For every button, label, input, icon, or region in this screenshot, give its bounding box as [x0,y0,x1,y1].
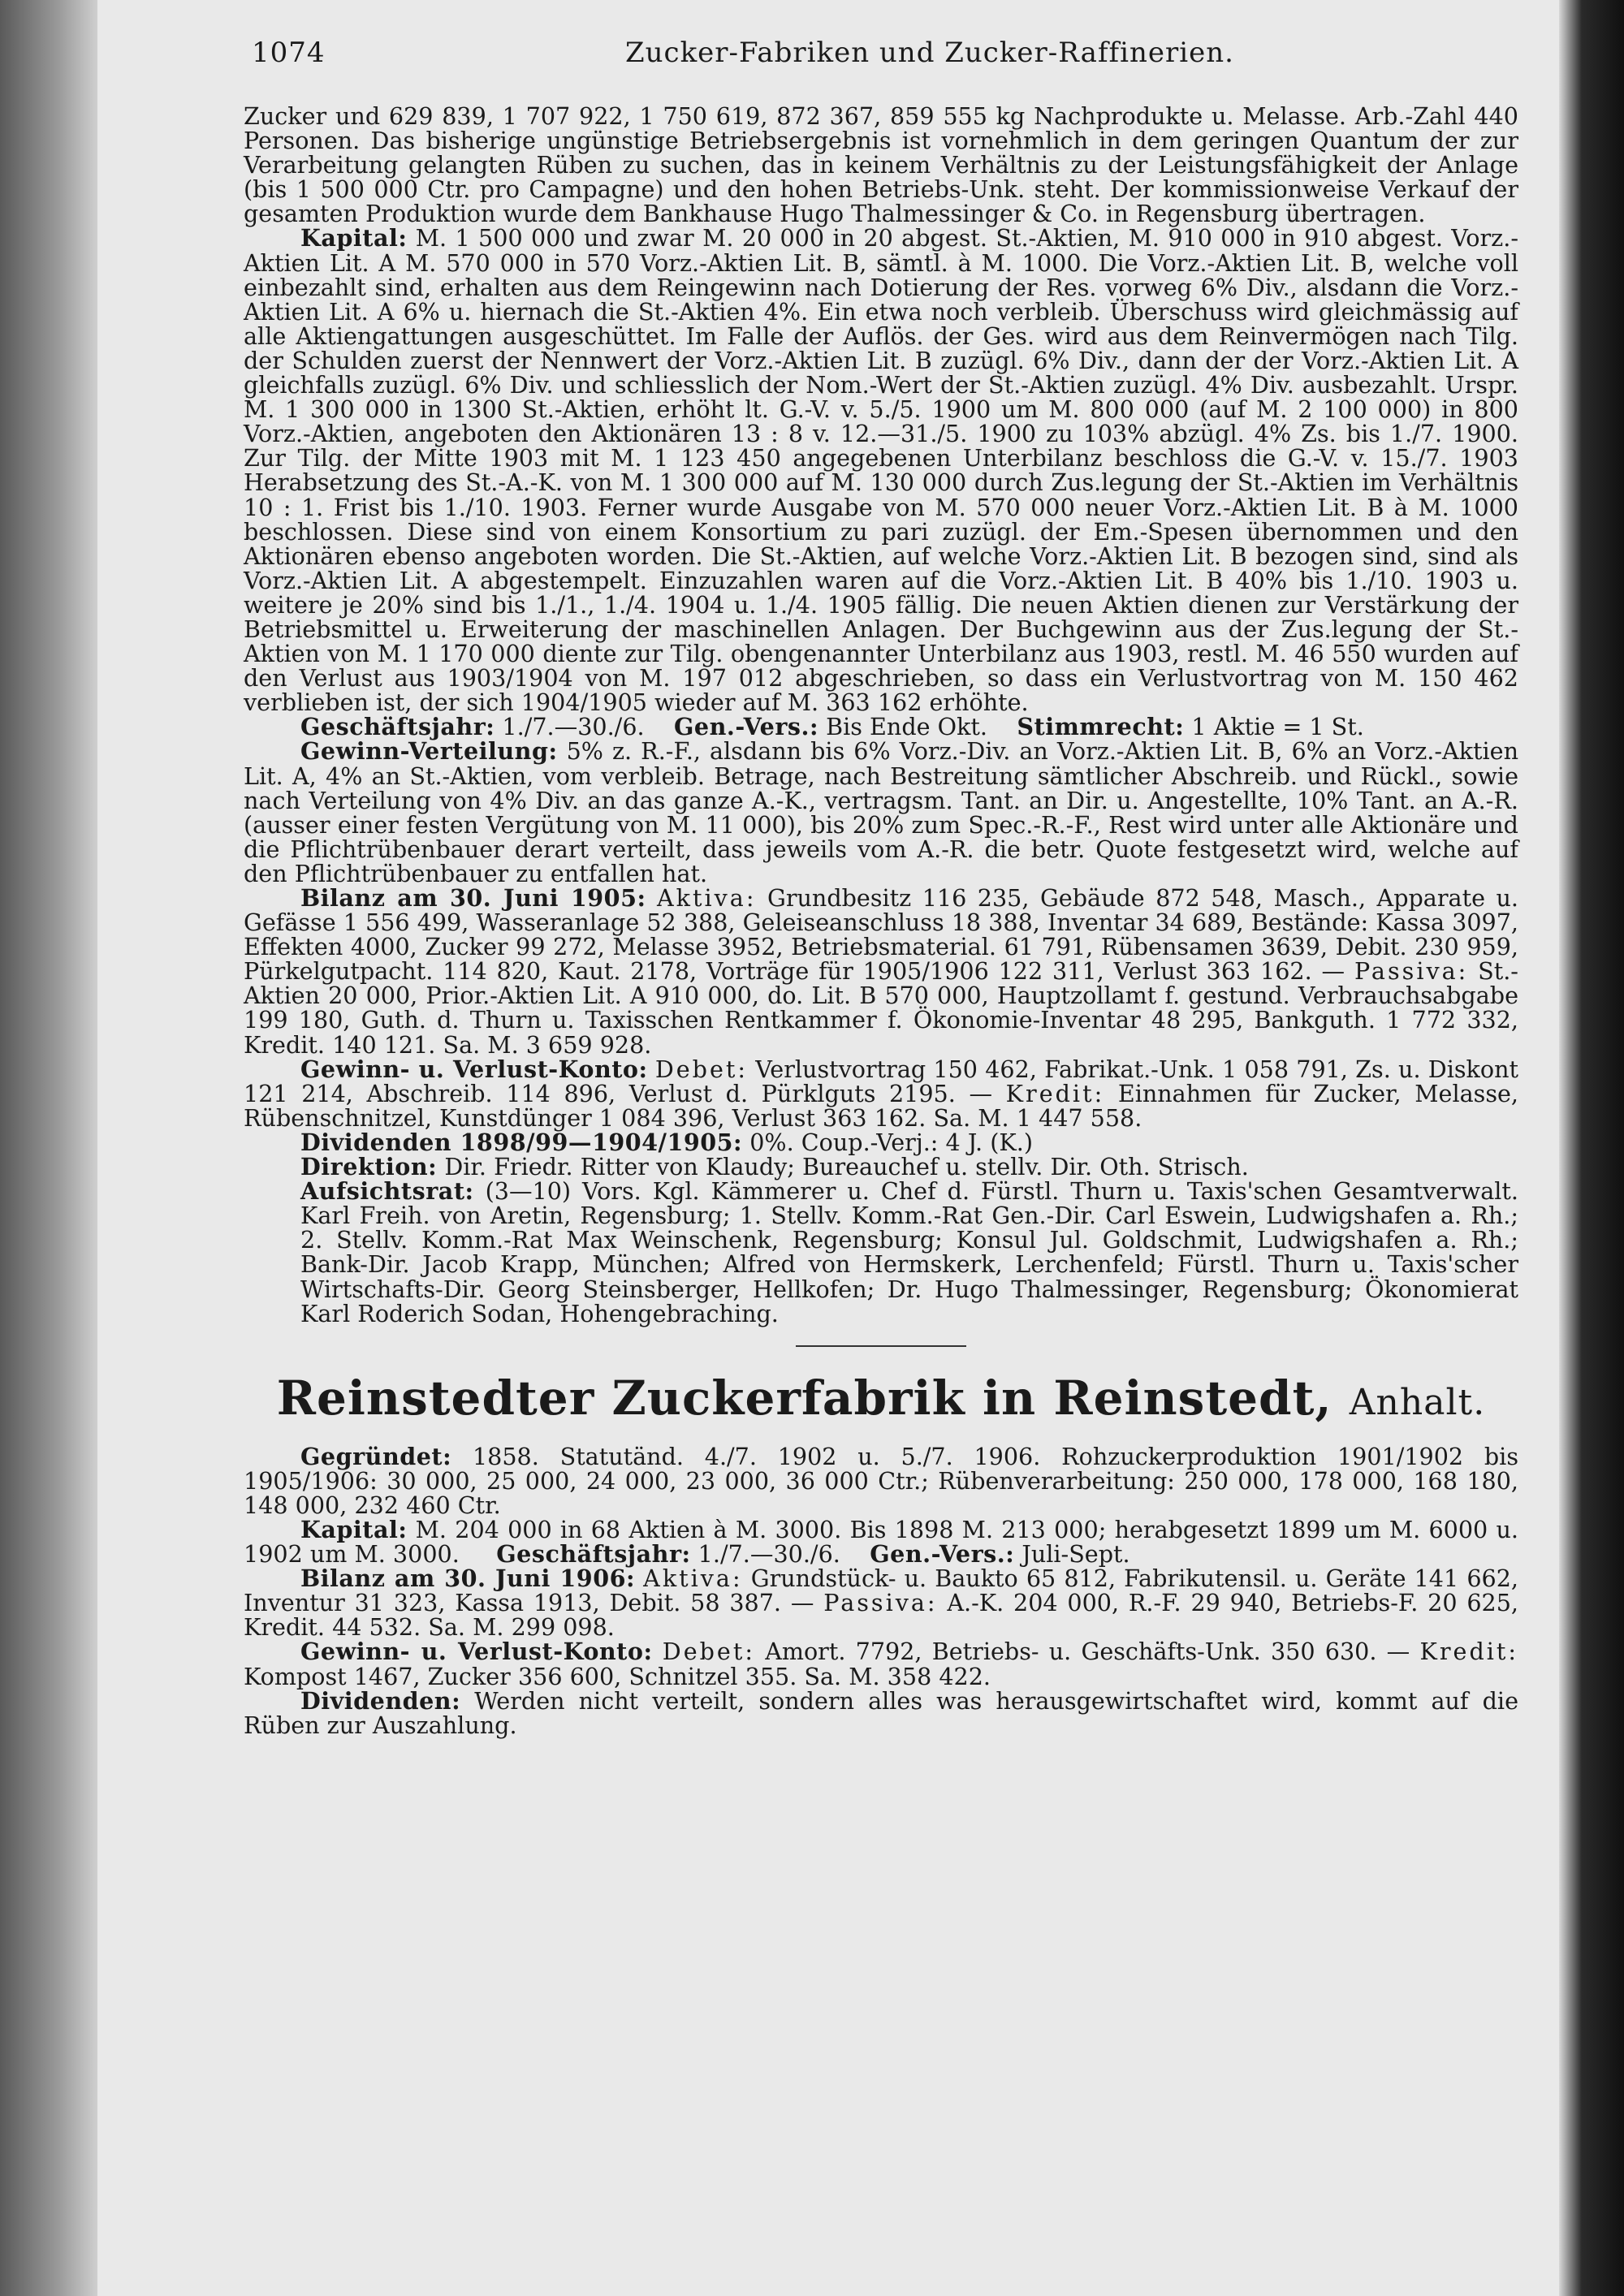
kapital2-paragraph [244,1515,1518,1569]
company-location: Anhalt. [1349,1381,1486,1423]
bilanz-label: Bilanz am 30. Juni 1905: [300,884,646,912]
direktion-label: Direktion: [300,1153,438,1181]
gewinn-verlust-paragraph [244,1057,1518,1130]
debet2-text: Amort. 7792, Betriebs- u. Geschäfts-Unk. 350 630. — [765,1638,1410,1666]
debet-label: Debet: [654,1055,749,1083]
kredit-text: Einnahmen für Zucker, Melasse, Rübenschnitzel, Kunstdünger 1 084 396, Verlust 363 162. Sa. M. 1 447 558. [244,1079,1519,1132]
passiva-label: Passiva: [1354,957,1469,986]
kapital2-label: Kapital: [300,1515,408,1543]
kredit2-label: Kredit: [1419,1638,1519,1666]
aufsichtsrat-text: (3—10) Vors. Kgl. Kämmerer u. Chef d. Fürstl. Thurn u. Taxis'schen Gesamtverwalt. Karl Freih. von Aretin, Regensburg; 1. Stellv. Komm.-Rat Gen.-Dir. Carl Eswein, Ludwigshafen a. Rh.; 2. Stellv. Komm.-Rat Max Weinschenk, Regensburg; Konsul Jul. Goldschmit, Ludwigshafen a. Rh.; Bank-Dir. Jacob Krapp, München; Alfred von Hermskerk, Lerchenfeld; Fürstl. Thurn u. Taxis'scher Wirtschafts-Dir. Georg Steinsberger, Hellkofen; Dr. Hugo Thalmessinger, Regensburg; Ökonomierat Karl Roderich Sodan, Hohengebraching. [300,1177,1518,1327]
bilanz2-label: Bilanz am 30. Juni 1906: [300,1564,636,1593]
gen-vers-text: Bis Ende Okt. [826,713,988,741]
bilanz2-paragraph [244,1564,1519,1642]
dividenden2-text: Werden nicht verteilt, sondern alles was herausgewirtschaftet wird, kommt auf die Rüben zur Auszahlung. [244,1686,1518,1739]
dividenden-text: 0%. Coup.-Verj.: 4 J. (K.) [749,1128,1033,1156]
gewinn-verlust2-paragraph [244,1639,1518,1688]
gewinn-verteilung-paragraph [244,739,1518,886]
debet2-label: Debet: [662,1638,755,1666]
company-name: Reinstedter Zuckerfabrik in Reinstedt, [276,1370,1332,1426]
intro-paragraph: Zucker und 629 839, 1 707 922, 1 750 619, 872 367, 859 555 kg Nachprodukte u. Melasse. Arb.-Zahl 440 Personen. Das bisherige ungünstige Betriebsergebnis ist vornehmlich in dem geringen Quantum der zur Verarbeitung gelangten Rüben zu suchen, das in keinem Verhältnis zu der Leistungsfähigkeit der Anlage (bis 1 500 000 Ctr. pro Campagne) und den hohen Betriebs-Unk. steht. Der kommissionweise Verkauf der gesamten Produktion wurde dem Bankhause Hugo Thalmessinger & Co. in Regensburg übertragen. [244,102,1518,228]
kapital-label: Kapital: [300,224,408,252]
dividenden2-label: Dividenden: [300,1686,461,1715]
gegruendet-paragraph [244,1444,1518,1517]
dividenden-line [244,1130,1518,1154]
gewinn-verlust2-label: Gewinn- u. Verlust-Konto: [300,1638,653,1666]
aufsichtsrat-label: Aufsichtsrat: [300,1177,474,1206]
gewinn-verteilung-label: Gewinn-Verteilung: [300,737,558,766]
stimmrecht-text: 1 Aktie = 1 St. [1191,713,1364,741]
page-number: 1074 [252,37,326,69]
page-edge-shadow [1559,0,1624,2296]
kapital-text: M. 1 500 000 und zwar M. 20 000 in 20 abgest. St.-Aktien, M. 910 000 in 910 abgest. Vorz.-Aktien Lit. A M. 570 000 in 570 Vorz.-Aktien Lit. B, sämtl. à M. 1000. Die Vorz.-Aktien Lit. B, welche voll einbezahlt sind, erhalten aus dem Reingewinn nach Dotierung der Res. vorweg 6% Div., alsdann die Vorz.-Aktien Lit. A 6% u. hiernach die St.-Aktien 4%. Ein etwa noch verbleib. Überschuss wird gleichmässig auf alle Aktiengattungen ausgeschüttet. Im Falle der Auflös. der Ges. wird aus dem Reinvermögen nach Tilg. der Schulden zuerst der Nennwert der Vorz.-Aktien Lit. B zuzügl. 6% Div., dann der der Vorz.-Aktien Lit. A gleichfalls zuzügl. 6% Div. und schliesslich der Nom.-Wert der St.-Aktien zuzügl. 4% Div. ausbezahlt. Urspr. M. 1 300 000 in 1300 St.-Aktien, erhöht lt. G.-V. v. 5./5. 1900 um M. 800 000 (auf M. 2 100 000) in 800 Vorz.-Aktien, angeboten den Aktionären 13 : 8 v. 12.—31./5. 1900 zu 103% abzügl. 4% Zs. bis 1./7. 1900. Zur Tilg. der Mitte 1903 mit M. 1 123 450 angegebenen Unterbilanz beschloss die G.-V. v. 15./7. 1903 Herabsetzung des St.-A.-K. von M. 1 300 000 auf M. 130 000 durch Zus.legung der St.-Aktien im Verhältnis 10 : 1. Frist bis 1./10. 1903. Ferner wurde Ausgabe von M. 570 000 neuer Vorz.-Aktien Lit. B à M. 1000 beschlossen. Diese sind von einem Konsortium zu pari zuzügl. der Em.-Spesen übernommen und den Aktionären ebenso angeboten worden. Die St.-Aktien, auf welche Vorz.-Aktien Lit. B bezogen sind, sind als Vorz.-Aktien Lit. A abgestempelt. Einzuzahlen waren auf die Vorz.-Aktien Lit. B 40% bis 1./10. 1903 u. weitere je 20% sind bis 1./1., 1./4. 1904 u. 1./4. 1905 fällig. Die neuen Aktien dienen zur Verstärkung der Betriebsmittel u. Erweiterung der maschinellen Anlagen. Der Buchgewinn aus der Zus.legung der St.-Aktien von M. 1 170 000 diente zur Tilg. obengenannter Unterbilanz aus 1903, restl. M. 46 550 wurden auf den Verlust aus 1903/1904 von M. 197 012 abgeschrieben, so dass ein Verlustvortrag von M. 150 462 verblieben ist, der sich 1904/1905 wieder auf M. 363 162 erhöhte. [244,224,1518,717]
kapital-paragraph [244,224,1518,717]
geschaeftsjahr2-text: 1./7.—30./6. [698,1540,840,1569]
aktiva-text: Grundbesitz 116 235, Gebäude 872 548, Masch., Apparate u. Gefässe 1 556 499, Wasseranlage 52 388, Geleiseanschluss 18 388, Inventar 34 689, Bestände: Kassa 3097, Effekten 4000, Zucker 99 272, Melasse 3952, Betriebsmaterial. 61 791, Rübensamen 3639, Debit. 230 959, Pürkelgutpacht. 114 820, Kaut. 2178, Vorträge für 1905/1906 122 311, Verlust 363 162. — [244,884,1518,986]
stimmrecht-label: Stimmrecht: [1017,713,1185,741]
direktion-text: Dir. Friedr. Ritter von Klaudy; Bureauchef u. stellv. Dir. Oth. Strisch. [444,1153,1249,1181]
geschaeftsjahr-line [244,714,1518,739]
page-binding-shadow [0,0,97,2296]
debet-text: Verlustvortrag 150 462, Fabrikat.-Unk. 1 058 791, Zs. u. Diskont 121 214, Abschreib. 114 896, Verlust d. Pürklguts 2195. — [244,1055,1518,1107]
dividenden2-paragraph [244,1686,1518,1739]
gen-vers2-text: Juli-Sept. [1021,1540,1130,1569]
geschaeftsjahr2-label: Geschäftsjahr: [496,1540,691,1569]
section-divider [796,1345,966,1347]
geschaeftsjahr-label: Geschäftsjahr: [300,713,495,741]
gen-vers-label: Gen.-Vers.: [673,713,819,741]
gewinn-verlust-label: Gewinn- u. Verlust-Konto: [300,1055,648,1083]
bilanz-paragraph [244,886,1518,1057]
page-header [252,37,1518,77]
passiva2-text: A.-K. 204 000, R.-F. 29 940, Betriebs-F. 20 625, Kredit. 44 532. Sa. M. 299 098. [244,1589,1519,1642]
aufsichtsrat-paragraph [244,1179,1518,1326]
gegruendet-text: 1858. Statutänd. 4./7. 1902 u. 5./7. 1906. Rohzuckerproduktion 1901/1902 bis 1905/1906: 30 000, 25 000, 24 000, 23 000, 36 000 Ctr.; Rübenverarbeitung: 250 000, 178 000, 168 180, 148 000, 232 460 Ctr. [244,1442,1519,1519]
geschaeftsjahr-text: 1./7.—30./6. [502,713,645,741]
kapital2-text: M. 204 000 in 68 Aktien à M. 3000. Bis 1898 M. 213 000; herabgesetzt 1899 um M. 6000 u. 1902 um M. 3000. [244,1515,1518,1569]
direktion-line [244,1154,1518,1179]
section-title [244,1370,1518,1431]
aktiva2-text: Grundstück- u. Baukto 65 812, Fabrikutensil. u. Geräte 141 662, Inventur 31 323, Kassa 1913, Debit. 58 387. — [244,1564,1518,1617]
aktiva2-label: Aktiva: [643,1564,743,1593]
aktiva-label: Aktiva: [657,884,757,912]
kredit-label: Kredit: [1005,1079,1105,1107]
gegruendet-label: Gegründet: [300,1442,452,1470]
document-body [244,104,1518,1737]
passiva-text: St.-Aktien 20 000, Prior.-Aktien Lit. A 910 000, do. Lit. B 570 000, Hauptzollamt f. gestund. Verbrauchsabgabe 199 180, Guth. d. Thurn u. Taxisschen Rentkammer f. Ökonomie-Inventar 48 295, Bankguth. 1 772 332, Kredit. 140 121. Sa. M. 3 659 928. [244,957,1518,1059]
gewinn-verteilung-text: 5% z. R.-F., alsdann bis 6% Vorz.-Div. an Vorz.-Aktien Lit. B, 6% an Vorz.-Aktien Lit. A, 4% an St.-Aktien, vom verbleib. Betrage, nach Bestreitung sämtlicher Abschreib. und Rückl., sowie nach Verteilung von 4% Div. an das ganze A.-K., vertragsm. Tant. an Dir. u. Angestellte, 10% Tant. an A.-R. (ausser einer festen Vergütung von M. 11 000), bis 20% zum Spec.-R.-F., Rest wird unter alle Aktionäre und die Pflichtrübenbauer derart verteilt, dass jeweils vom A.-R. die betr. Quote festgesetzt wird, welche auf den Pflichtrübenbauer zu entfallen hat. [244,737,1519,887]
dividenden-label: Dividenden 1898/99—1904/1905: [300,1128,743,1156]
running-title: Zucker-Fabriken und Zucker-Raffinerien. [625,37,1234,69]
passiva2-label: Passiva: [823,1589,938,1617]
gen-vers2-label: Gen.-Vers.: [870,1540,1015,1569]
kredit2-text: Kompost 1467, Zucker 356 600, Schnitzel 355. Sa. M. 358 422. [244,1662,991,1690]
